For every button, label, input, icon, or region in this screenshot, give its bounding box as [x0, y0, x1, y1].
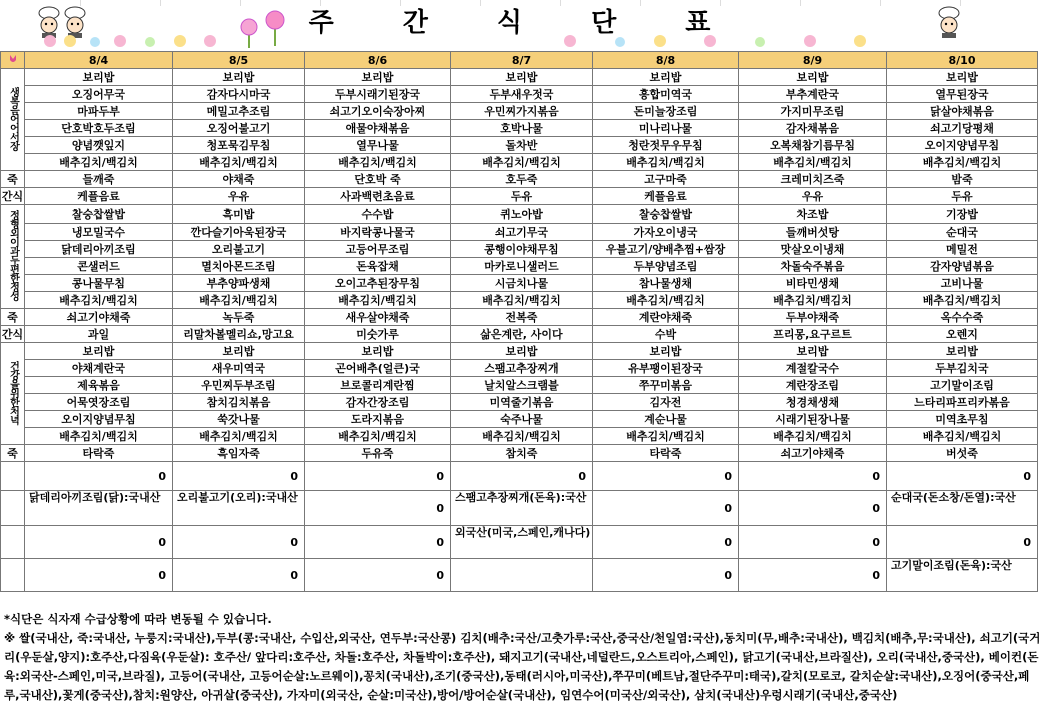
meal-item: 시래기된장나물	[739, 411, 887, 428]
meal-item: 보리밥	[305, 69, 451, 86]
porridge-item: 녹두죽	[173, 309, 305, 326]
date-header: 8/5	[173, 52, 305, 69]
meal-item: 쇠고기오이숙장아찌	[305, 103, 451, 120]
meal-item: 배추김치/백김치	[887, 154, 1038, 171]
meal-item: 차조밥	[739, 205, 887, 224]
meal-item: 메밀전	[887, 241, 1038, 258]
snack-item: 리말차볼멜리쇼,망고요	[173, 326, 305, 343]
meal-item: 배추김치/백김치	[305, 292, 451, 309]
meal-item: 날치알스크램블	[451, 377, 593, 394]
porridge-label: 죽	[1, 171, 25, 188]
meal-item: 찰숭찹쌀밥	[593, 205, 739, 224]
origin-cell: 0	[25, 526, 173, 559]
meal-item: 마파두부	[25, 103, 173, 120]
meal-item: 배추김치/백김치	[25, 428, 173, 445]
meal-item: 오이고추된장무침	[305, 275, 451, 292]
meal-item: 돌차반	[451, 137, 593, 154]
header-corner	[1, 52, 25, 69]
meal-item: 곤어배추(얼큰)국	[305, 360, 451, 377]
origin-cell: 외국산(미국,스페인,캐나다)	[451, 526, 593, 559]
meal-item: 계절칼국수	[739, 360, 887, 377]
meal-item: 두부김치국	[887, 360, 1038, 377]
snack-label: 간식	[1, 326, 25, 343]
meal-item: 바지락콩나물국	[305, 224, 451, 241]
meal-item: 호박나물	[451, 120, 593, 137]
meal-item: 배추김치/백김치	[451, 428, 593, 445]
section-label-text: 건강을위한처녁	[7, 360, 19, 424]
meal-item: 보리밥	[173, 69, 305, 86]
meal-item: 우블고기/양배추찜+쌈장	[593, 241, 739, 258]
snack-label: 간식	[1, 188, 25, 205]
meal-item: 보리밥	[305, 343, 451, 360]
meal-item: 흑미밥	[173, 205, 305, 224]
origin-cell: 0	[25, 462, 173, 491]
origin-blank	[1, 462, 25, 491]
snack-item: 과일	[25, 326, 173, 343]
meal-item: 쑥갓나물	[173, 411, 305, 428]
meal-item: 숙주나물	[451, 411, 593, 428]
meal-item: 보리밥	[739, 343, 887, 360]
porridge-item: 버섯죽	[887, 445, 1038, 462]
meal-item: 배추김치/백김치	[887, 428, 1038, 445]
porridge-item: 고구마죽	[593, 171, 739, 188]
porridge-item: 두유죽	[305, 445, 451, 462]
meal-item: 부추계란국	[739, 86, 887, 103]
origin-cell: 고기말이조림(돈육):국산	[887, 559, 1038, 592]
snack-item: 미숫가루	[305, 326, 451, 343]
porridge-item: 쇠고기야채죽	[739, 445, 887, 462]
meal-item: 보리밥	[173, 343, 305, 360]
origin-cell: 0	[887, 462, 1038, 491]
meal-item: 수수밥	[305, 205, 451, 224]
meal-item: 배추김치/백김치	[173, 428, 305, 445]
porridge-item: 크레미치즈죽	[739, 171, 887, 188]
meal-item: 감자다시마국	[173, 86, 305, 103]
origin-cell: 0	[593, 559, 739, 592]
origin-cell	[451, 559, 593, 592]
snack-item: 케플음료	[25, 188, 173, 205]
origin-cell: 0	[739, 462, 887, 491]
meal-item: 냉모밀국수	[25, 224, 173, 241]
title-banner	[0, 0, 1049, 51]
snack-item: 두유	[887, 188, 1038, 205]
porridge-item: 흑임자죽	[173, 445, 305, 462]
meal-item: 고등어무조림	[305, 241, 451, 258]
origin-cell: 닭데리아끼조림(닭):국내산	[25, 491, 173, 526]
meal-item: 쇠고기무국	[451, 224, 593, 241]
meal-item: 느타리파프리카볶음	[887, 394, 1038, 411]
porridge-item: 두부야채죽	[739, 309, 887, 326]
meal-item: 깐다슬기아욱된장국	[173, 224, 305, 241]
meal-item: 배추김치/백김치	[739, 292, 887, 309]
meal-item: 청포묵김무침	[173, 137, 305, 154]
weekly-menu-table	[0, 51, 1038, 592]
meal-item: 감자간장조림	[305, 394, 451, 411]
meal-item: 배추김치/백김치	[173, 292, 305, 309]
snack-item: 사과백련초음료	[305, 188, 451, 205]
meal-item: 새우미역국	[173, 360, 305, 377]
porridge-item: 밤죽	[887, 171, 1038, 188]
date-header: 8/4	[25, 52, 173, 69]
porridge-item: 단호박 죽	[305, 171, 451, 188]
snack-item: 수박	[593, 326, 739, 343]
meal-item: 배추김치/백김치	[173, 154, 305, 171]
meal-item: 청경채생채	[739, 394, 887, 411]
origin-cell: 0	[593, 462, 739, 491]
meal-item: 배추김치/백김치	[25, 154, 173, 171]
porridge-item: 계란야채죽	[593, 309, 739, 326]
meal-item: 보리밥	[739, 69, 887, 86]
meal-item: 콘샐러드	[25, 258, 173, 275]
meal-item: 콩나물무침	[25, 275, 173, 292]
meal-item: 배추김치/백김치	[25, 292, 173, 309]
snack-item: 오렌지	[887, 326, 1038, 343]
meal-item: 보리밥	[25, 343, 173, 360]
meal-item: 두부시래기된장국	[305, 86, 451, 103]
meal-item: 오복채참기름무침	[739, 137, 887, 154]
porridge-item: 들깨죽	[25, 171, 173, 188]
footnotes	[4, 610, 1044, 705]
meal-item: 보리밥	[451, 69, 593, 86]
meal-item: 찰숭찹쌀밥	[25, 205, 173, 224]
meal-item: 배추김치/백김치	[739, 154, 887, 171]
origin-cell: 스팸고추장찌개(돈육):국산	[451, 491, 593, 526]
porridge-item: 전복죽	[451, 309, 593, 326]
meal-item: 브로콜리계란찜	[305, 377, 451, 394]
meal-item: 쇠고기당평채	[887, 120, 1038, 137]
meal-item: 배추김치/백김치	[305, 154, 451, 171]
meal-item: 미나리나물	[593, 120, 739, 137]
date-header: 8/8	[593, 52, 739, 69]
meal-item: 유부팽이된장국	[593, 360, 739, 377]
origin-cell: 순대국(돈소창/돈열):국산	[887, 491, 1038, 526]
origin-cell: 0	[173, 559, 305, 592]
date-header: 8/9	[739, 52, 887, 69]
meal-item: 감자채볶음	[739, 120, 887, 137]
origin-cell: 0	[305, 559, 451, 592]
date-header: 8/7	[451, 52, 593, 69]
porridge-item: 타락죽	[25, 445, 173, 462]
meal-item: 열무나물	[305, 137, 451, 154]
meal-item: 돈육잡채	[305, 258, 451, 275]
meal-item: 청란젓무우무침	[593, 137, 739, 154]
meal-item: 기장밥	[887, 205, 1038, 224]
meal-item: 오이지양념무침	[25, 411, 173, 428]
note-origin: ※ 쌀(국내산, 죽:국내산, 누룽지:국내산),두부(콩:국내산, 수입산,외국산, 연두부:국산콩) 김치(배추:국산/고춧가루:국산,중국산/천일염:국산),동치미(무,배추:국내산), 백김치(배추,무:국내산), 쇠고기(국거리(우둔살,양지):호주산,다짐육(우둔살): 호주산/ 앞다리:호주산, 차돌:호주산, 차돌박이:호주산), 돼지고기(국내산,네덜란드,오스트리아,스페인), 닭고기(국내산,브라질산), 오리(국내산,중국산), 베이컨(돈육:외국산-스페인,미국,브라질), 고등어(국내산, 고등어순살:노르웨이),꽁치(국내산),조기(중국산),동태(러시아,미국산),쭈꾸미(베트남,절단주꾸미:태국),갈치(모로코, 갈치순살:국내산),오징어(중국산,페루,국내산),꽃게(중국산),참치:원양산, 아귀살(중국산), 가자미(외국산, 순살:미국산),방어/방어순살(국내산), 임연수어(미국산/외국산), 삼치(국내산)우렁시래기(국내산,중국산)	[4, 631, 1041, 702]
meal-item: 감자양념볶음	[887, 258, 1038, 275]
meal-item: 콩행이야채무침	[451, 241, 593, 258]
meal-item: 계순나물	[593, 411, 739, 428]
porridge-label: 죽	[1, 309, 25, 326]
note-change: *식단은 식자재 수급상황에 따라 변동될 수 있습니다.	[4, 612, 272, 626]
meal-item: 돈미늘장조림	[593, 103, 739, 120]
section-label	[1, 69, 25, 171]
meal-item: 맛살오이냉채	[739, 241, 887, 258]
snack-item: 프리몽,요구르트	[739, 326, 887, 343]
porridge-item: 쇠고기야채죽	[25, 309, 173, 326]
meal-item: 배추김치/백김치	[305, 428, 451, 445]
meal-item: 스팸고추장찌개	[451, 360, 593, 377]
meal-item: 비타민생채	[739, 275, 887, 292]
meal-item: 차돌숙주볶음	[739, 258, 887, 275]
section-label-text: 정형외이과두편한정성	[7, 210, 19, 300]
meal-item: 오징어무국	[25, 86, 173, 103]
meal-item: 열무된장국	[887, 86, 1038, 103]
porridge-item: 옥수수죽	[887, 309, 1038, 326]
origin-blank	[1, 526, 25, 559]
meal-item: 보리밥	[25, 69, 173, 86]
meal-item: 순대국	[887, 224, 1038, 241]
meal-item: 배추김치/백김치	[451, 154, 593, 171]
meal-item: 애물야채볶음	[305, 120, 451, 137]
meal-item: 제육볶음	[25, 377, 173, 394]
meal-item: 우민찌가지볶음	[451, 103, 593, 120]
meal-item: 닭데리아끼조림	[25, 241, 173, 258]
meal-item: 보리밥	[887, 343, 1038, 360]
meal-item: 배추김치/백김치	[593, 154, 739, 171]
meal-item: 배추김치/백김치	[593, 292, 739, 309]
origin-cell: 오리불고기(오리):국내산	[173, 491, 305, 526]
porridge-item: 새우살야채죽	[305, 309, 451, 326]
porridge-item: 호두죽	[451, 171, 593, 188]
meal-item: 보리밥	[593, 69, 739, 86]
meal-item: 배추김치/백김치	[887, 292, 1038, 309]
meal-item: 멸치아몬드조림	[173, 258, 305, 275]
meal-item: 야채계란국	[25, 360, 173, 377]
origin-cell: 0	[25, 559, 173, 592]
section-label-text: 생복음어어서장	[7, 86, 19, 150]
meal-item: 들깨버섯탕	[739, 224, 887, 241]
origin-cell: 0	[305, 462, 451, 491]
meal-item: 쭈꾸미볶음	[593, 377, 739, 394]
meal-item: 참나물생채	[593, 275, 739, 292]
snack-item: 두유	[451, 188, 593, 205]
origin-cell: 0	[451, 462, 593, 491]
snack-item: 케플음료	[593, 188, 739, 205]
meal-item: 부추양파생채	[173, 275, 305, 292]
meal-item: 오리불고기	[173, 241, 305, 258]
meal-item: 고비나물	[887, 275, 1038, 292]
porridge-item: 참치죽	[451, 445, 593, 462]
meal-item: 시금치나물	[451, 275, 593, 292]
origin-cell: 0	[305, 491, 451, 526]
origin-cell: 0	[173, 462, 305, 491]
porridge-label: 죽	[1, 445, 25, 462]
origin-cell: 0	[739, 526, 887, 559]
meal-item: 계란장조림	[739, 377, 887, 394]
meal-item: 양념깻잎지	[25, 137, 173, 154]
origin-blank	[1, 491, 25, 526]
meal-item: 닭살야채볶음	[887, 103, 1038, 120]
meal-item: 미역초무침	[887, 411, 1038, 428]
meal-item: 보리밥	[451, 343, 593, 360]
meal-item: 도라지볶음	[305, 411, 451, 428]
meal-item: 참치김치볶음	[173, 394, 305, 411]
origin-cell: 0	[887, 526, 1038, 559]
origin-cell: 0	[593, 526, 739, 559]
snack-item: 우유	[739, 188, 887, 205]
meal-item: 배추김치/백김치	[593, 428, 739, 445]
meal-item: 오이지양념무침	[887, 137, 1038, 154]
page-title: 주 간 식 단 표	[308, 8, 741, 38]
meal-item: 배추김치/백김치	[451, 292, 593, 309]
meal-item: 미역줄기볶음	[451, 394, 593, 411]
meal-item: 어묵엿장조림	[25, 394, 173, 411]
meal-item: 김자전	[593, 394, 739, 411]
origin-cell: 0	[739, 559, 887, 592]
origin-cell: 0	[305, 526, 451, 559]
tulip-icon	[7, 53, 19, 65]
section-label	[1, 343, 25, 445]
meal-item: 흥합미역국	[593, 86, 739, 103]
meal-item: 단호박호두조림	[25, 120, 173, 137]
origin-cell: 0	[173, 526, 305, 559]
meal-item: 보리밥	[887, 69, 1038, 86]
origin-blank	[1, 559, 25, 592]
meal-item: 두부양념조림	[593, 258, 739, 275]
meal-item: 가지미무조림	[739, 103, 887, 120]
porridge-item: 타락죽	[593, 445, 739, 462]
porridge-item: 야채죽	[173, 171, 305, 188]
meal-item: 고기말이조림	[887, 377, 1038, 394]
meal-item: 마카로니샐러드	[451, 258, 593, 275]
origin-cell: 0	[593, 491, 739, 526]
meal-item: 보리밥	[593, 343, 739, 360]
origin-cell: 0	[739, 491, 887, 526]
meal-item: 배추김치/백김치	[739, 428, 887, 445]
snack-item: 삶은계란, 사이다	[451, 326, 593, 343]
date-header: 8/6	[305, 52, 451, 69]
meal-item: 메밀고추조림	[173, 103, 305, 120]
snack-item: 우유	[173, 188, 305, 205]
meal-item: 가자오이냉국	[593, 224, 739, 241]
meal-item: 두부새우젓국	[451, 86, 593, 103]
date-header: 8/10	[887, 52, 1038, 69]
meal-item: 퀴노아밥	[451, 205, 593, 224]
section-label	[1, 205, 25, 309]
meal-item: 우민찌두부조림	[173, 377, 305, 394]
meal-item: 오징어불고기	[173, 120, 305, 137]
